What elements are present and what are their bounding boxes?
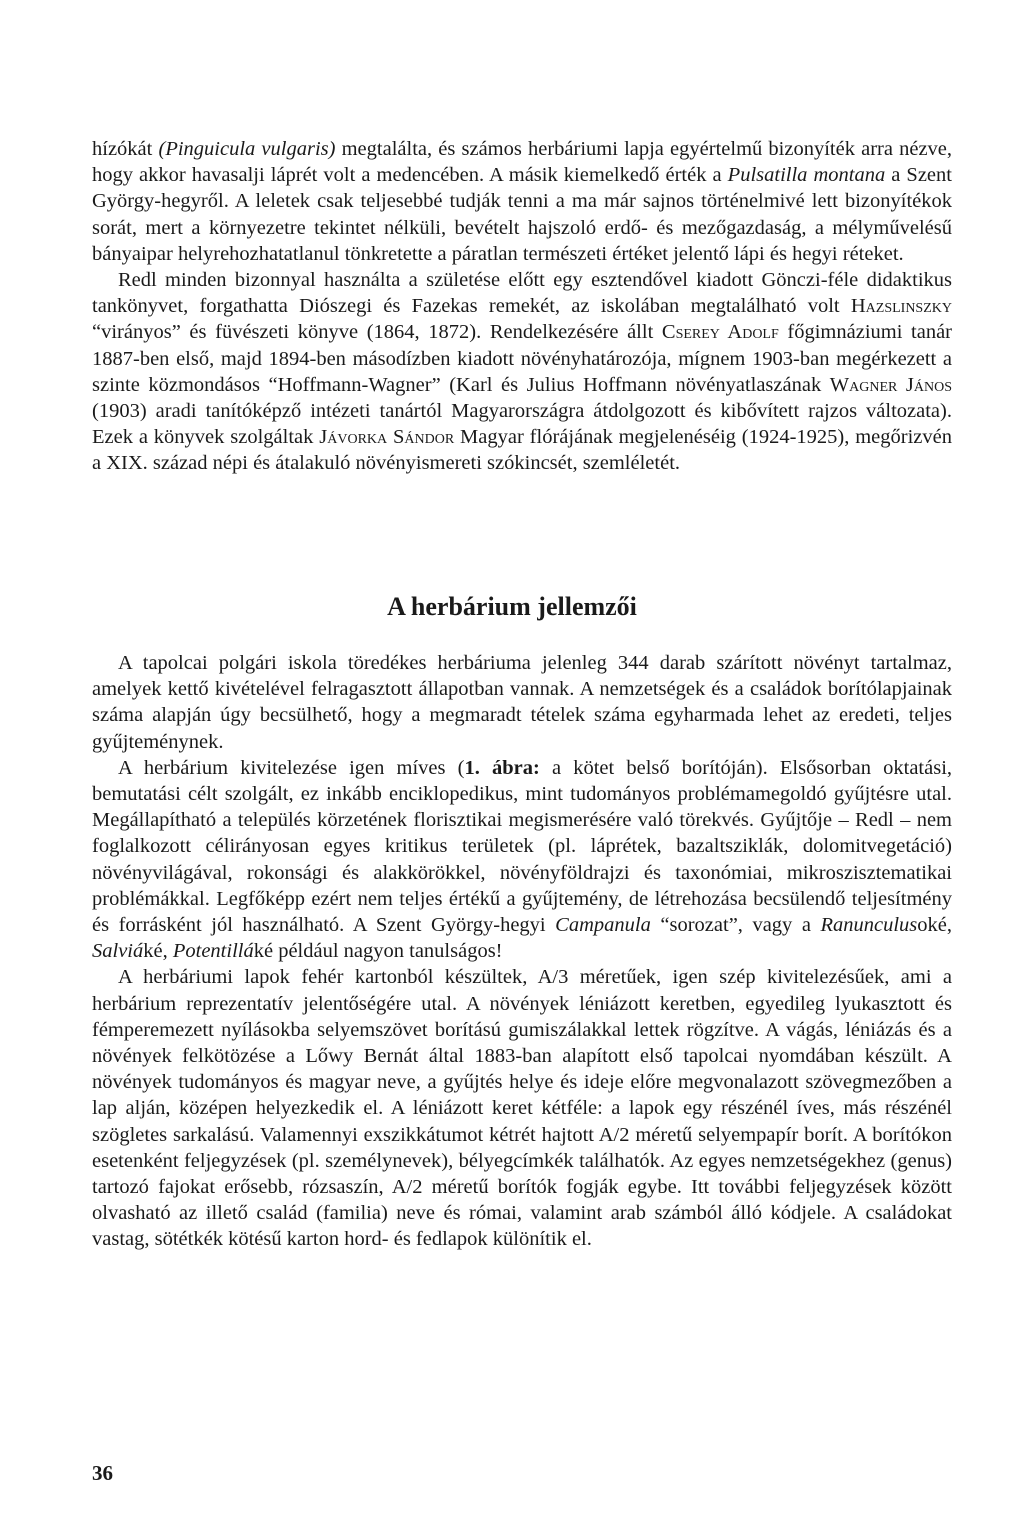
- text-run: “sorozat”, vagy a: [650, 914, 821, 937]
- text-run: Magyar flórájának megjelenéséig (1924-1925), megőrizvén a XIX. század népi és átalakuló növényismereti szókincsét, szemléletét.: [92, 426, 952, 475]
- top-text-block: [92, 136, 952, 477]
- paragraph-redl: [92, 267, 952, 477]
- bottom-text-block: [92, 650, 952, 1253]
- text-run: Redl minden bizonnyal használta a születése előtt egy esztendővel kiadott Gönczi-féle didaktikus tankönyvet, forgathatta Diószegi és Fazekas remekét, az iskolában megtalálható volt: [92, 269, 952, 318]
- species-name: Salviá: [92, 940, 144, 963]
- author-name: Hazslinszky: [850, 295, 952, 318]
- paragraph-herbarium-quality: [92, 755, 952, 965]
- paragraph-herbarium-size: [92, 650, 952, 755]
- text-run: A tapolcai polgári iskola töredékes herbáriuma jelenleg 344 darab szárított növényt tartalmaz, amelyek kettő kivételével felragasztott állapotban vannak. A nemzetségek és a családok borítólapjainak száma alapján úgy becsülhető, hogy a megmaradt tételek száma egyharmada lehet az eredeti, teljes gyűjteménynek.: [92, 652, 952, 753]
- section-heading: A herbárium jellemzői: [387, 592, 637, 621]
- figure-reference: 1. ábra:: [464, 756, 540, 779]
- text-run: főgimnáziumi tanár 1887-ben első, majd 1894-ben másodízben kiadott növényhatározója, mígnem 1903-ban megérkezett a szinte közmondásos “Hoffmann-Wagner” (Karl és Julius Hoffmann növényatlaszának: [92, 321, 952, 396]
- text-run: (1903) aradi tanítóképző intézeti tanártól Magyarországra átdolgozott és kibővített rajzos változata). Ezek a könyvek szolgáltak: [92, 400, 952, 449]
- species-name: Campanula: [555, 914, 651, 937]
- text-run: a Szent György-hegyről. A leletek csak teljesebbé tudják tenni a ma már sajnos történelmivé lett bizonyítékok sorát, mert a környezetre tekintet nélküli, bevételt hajszoló erdő- és mezőgazdaság, a mélyművelésű bányaipar helyrehozhatatlanul tönkretette a páratlan természeti értéket jelentő lápi és hegyi réteket.: [92, 164, 952, 265]
- text-run: megtalálta, és számos herbáriumi lapja egyértelmű bizonyíték arra nézve, hogy akkor havasalji láprét volt a medencében. A másik kiemelkedő érték a: [92, 138, 953, 187]
- paragraph-pinguicula: [92, 136, 952, 267]
- author-name: Wagner János: [829, 373, 953, 396]
- species-name: Potentillá: [172, 940, 254, 963]
- text-run: A herbárium kivitelezése igen míves (: [118, 756, 465, 779]
- page-number: 36: [92, 1461, 113, 1485]
- text-run: oké,: [917, 914, 952, 937]
- author-name: Jávorka Sándor: [319, 426, 455, 449]
- text-run: hízókát: [92, 138, 159, 160]
- species-name: (Pinguicula vulgaris): [158, 138, 336, 160]
- species-name: Pulsatilla montana: [727, 164, 886, 187]
- text-run: ké például nagyon tanulságos!: [253, 940, 503, 963]
- text-run: “virányos” és füvészeti könyve (1864, 1872). Rendelkezésére állt: [92, 321, 662, 344]
- text-run: ké,: [143, 940, 173, 963]
- paragraph-herbarium-sheets: [92, 964, 952, 1252]
- author-name: Cserey Adolf: [661, 321, 779, 344]
- text-run: a kötet belső borítóján). Elsősorban oktatási, bemutatási célt szolgált, ez inkább enciklopedikus, mint tudományos problémamegoldó gyűjtésre utal. Megállapítható a település körzetének florisztikai megismerésére való törekvés. Gyűjtője – Redl – nem foglalkozott célirányosan egyes kritikus területek (pl. láprétek, bazaltsziklák, dolomitvegetáció) növényvilágával, rokonsági és alakkörökkel, növényföldrajzi és taxonómiai, mikroszisztematikai problémákkal. Legfőképp ezért nem teljes értékű a gyűjtemény, de létrehozása becsülendő teljesítmény és forrásként jól használható. A Szent György-hegyi: [92, 756, 953, 937]
- species-name: Ranunculus: [820, 914, 918, 937]
- text-run: A herbáriumi lapok fehér kartonból készültek, A/3 méretűek, igen szép kivitelezésűek, ami a herbárium reprezentatív jelentőségére utal. A növények léniázott keretben, egyedileg lyukasztott és fémperemezett nyílásokba selyemszövet borítású gumiszálakkal lettek rögzítve. A vágás, léniázás és a növények felkötözése a Lőwy Bernát által 1883-ban alapított első tapolcai nyomdában készült. A növények tudományos és magyar neve, a gyűjtés helye és ideje előre megvonalazott szövegmezőben a lap alján, középen helyezkedik el. A léniázott keret kétféle: a lapok egy részénél íves, más részénél szögletes sarkalású. Valamennyi exszikkátumot kétrét hajtott A/2 méretű selyempapír borít. A borítókon esetenként feljegyzések (pl. személynevek), bélyegcímkék találhatók. Az egyes nemzetségekhez (genus) tartozó fajokat erősebb, rózsaszín, A/2 méretű borítók fogják egybe. Itt további feljegyzések között olvasható az illető család (familia) neve és római, valamint arab számból álló kódjele. A családokat vastag, sötétkék kötésű karton hord- és fedlapok különítik el.: [92, 966, 952, 1251]
